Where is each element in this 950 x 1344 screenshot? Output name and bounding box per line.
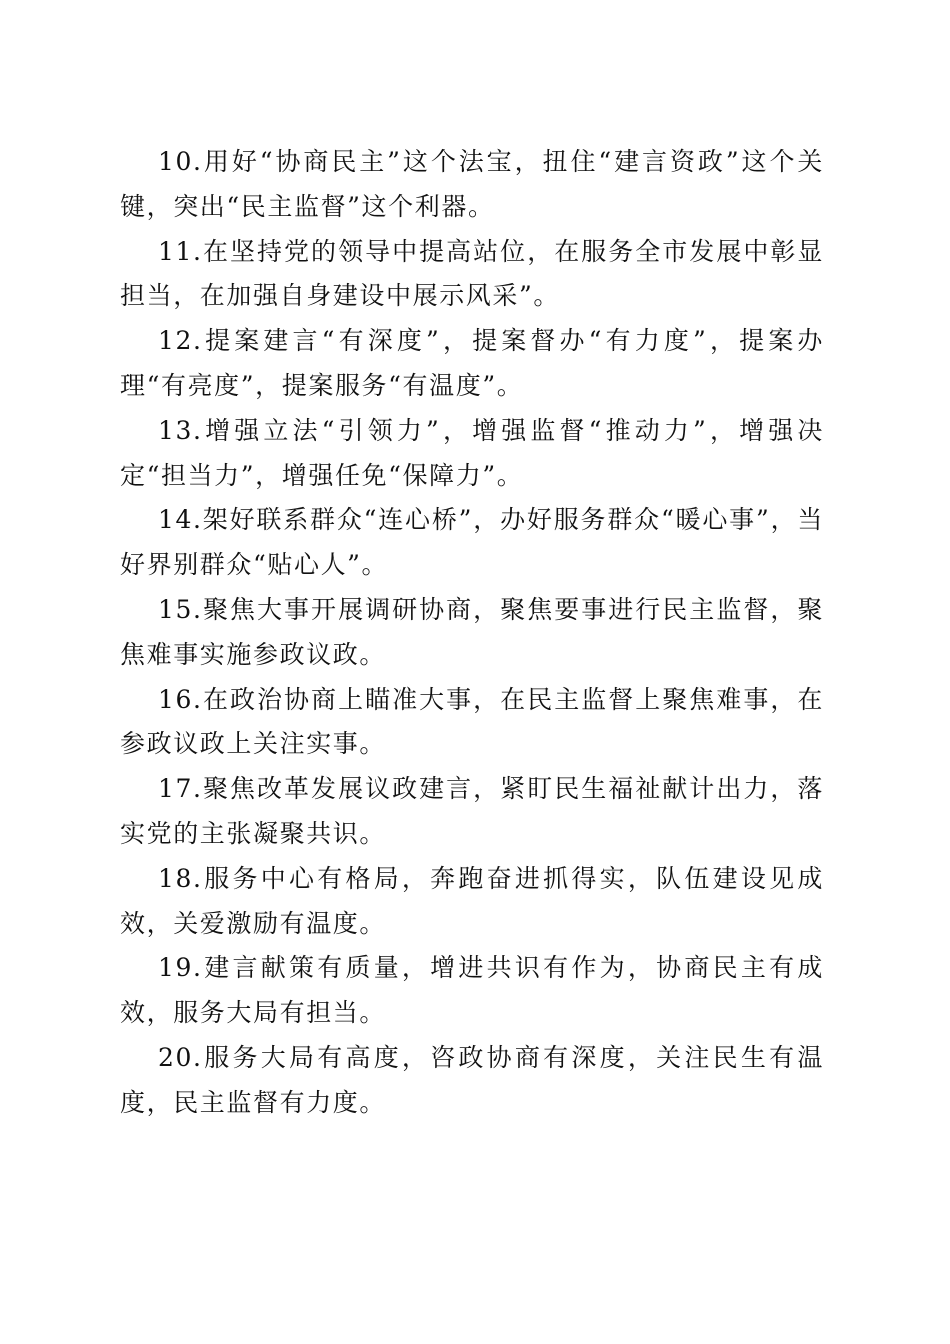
paragraph-13: 13.增强立法“引领力”，增强监督“推动力”，增强决定“担当力”，增强任免“保障力”。 [120, 415, 824, 490]
paragraph-11: 11.在坚持党的领导中提高站位，在服务全市发展中彰显担当，在加强自身建设中展示风采”。 [120, 236, 824, 311]
paragraph-16: 16.在政治协商上瞄准大事，在民主监督上聚焦难事，在参政议政上关注实事。 [120, 684, 824, 759]
paragraph-14: 14.架好联系群众“连心桥”，办好服务群众“暖心事”，当好界别群众“贴心人”。 [120, 505, 824, 580]
paragraph-17: 17.聚焦改革发展议政建言，紧盯民生福祉献计出力，落实党的主张凝聚共识。 [120, 774, 824, 848]
document-body [120, 140, 824, 1126]
paragraph-15: 15.聚焦大事开展调研协商，聚焦要事进行民主监督，聚焦难事实施参政议政。 [120, 594, 824, 669]
paragraph-10: 10.用好“协商民主”这个法宝，扭住“建言资政”这个关键，突出“民主监督”这个利器。 [120, 147, 824, 221]
paragraph-18: 18.服务中心有格局，奔跑奋进抓得实，队伍建设见成效，关爱激励有温度。 [120, 863, 824, 938]
paragraph-19: 19.建言献策有质量，增进共识有作为，协商民主有成效，服务大局有担当。 [120, 953, 824, 1028]
paragraph-12: 12.提案建言“有深度”，提案督办“有力度”，提案办理“有亮度”，提案服务“有温度”。 [120, 326, 824, 400]
paragraph-20: 20.服务大局有高度，咨政协商有深度，关注民生有温度，民主监督有力度。 [120, 1042, 824, 1117]
